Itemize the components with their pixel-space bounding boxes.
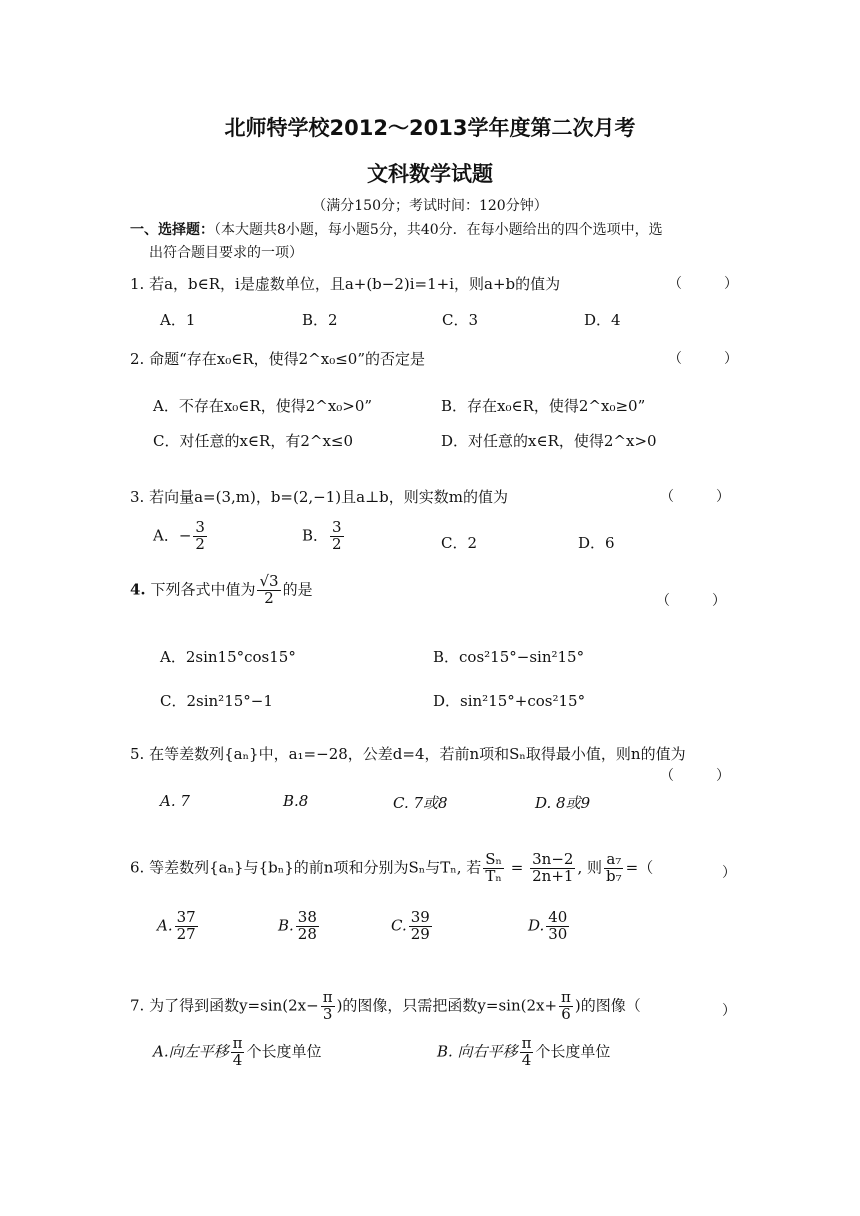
q7-option-b: B. 向右平移 $\frac{\pi}{4}$ 个长度单位 bbox=[437, 1034, 611, 1069]
fraction: $\frac{39}{29}$ bbox=[410, 908, 430, 943]
answer-paren-close: ） bbox=[722, 865, 736, 881]
fraction: $\frac{3}{2}$ bbox=[195, 518, 205, 553]
q4-option-b: B．cos²15°−sin²15° bbox=[433, 648, 585, 666]
question-3-stem: 3. 若向量a=(3,m)，b=(2,−1)且a⊥b，则实数m的值为 bbox=[130, 488, 509, 506]
section-heading bbox=[130, 219, 663, 239]
q6-option-c: C. $\frac{39}{29}$ bbox=[391, 908, 430, 943]
fraction: $\frac{\pi}{3}$ bbox=[322, 988, 333, 1023]
page-subtitle: 文科数学试题 bbox=[367, 162, 493, 186]
fraction: $\frac{40}{30}$ bbox=[548, 908, 568, 943]
fraction: $\frac{\text{a₇}}{\text{b₇}}$ bbox=[606, 850, 622, 885]
fraction: $\frac{\pi}{4}$ bbox=[521, 1034, 532, 1069]
q3-option-b: B． $\frac{3}{2}$ bbox=[302, 518, 342, 553]
question-1-stem: 1. 若a，b∈R，i是虚数单位，且a+(b−2)i=1+i，则a+b的值为 bbox=[130, 275, 561, 293]
q4-option-a: A．2sin15°cos15° bbox=[160, 648, 296, 666]
q7-option-a: A.向左平移 $\frac{\pi}{4}$ 个长度单位 bbox=[153, 1034, 322, 1069]
answer-paren: （ ） bbox=[660, 768, 730, 784]
answer-paren: （ ） bbox=[668, 351, 738, 367]
q2-option-b: B．存在x₀∈R，使得2^x₀≥0” bbox=[441, 397, 646, 415]
fraction: $\frac{3}{2}$ bbox=[332, 518, 342, 553]
q2-option-a: A．不存在x₀∈R，使得2^x₀>0” bbox=[153, 397, 373, 415]
q3-option-d: D．6 bbox=[578, 534, 615, 552]
fraction: $\frac{\pi}{4}$ bbox=[232, 1034, 243, 1069]
q4-option-d: D．sin²15°+cos²15° bbox=[433, 692, 586, 710]
q5-option-b: B.8 bbox=[283, 792, 309, 810]
q1-option-d: D．4 bbox=[584, 311, 621, 329]
fraction: $\frac{\text{Sₙ}}{\text{Tₙ}}$ bbox=[485, 850, 503, 885]
q3-option-c: C．2 bbox=[441, 534, 478, 552]
question-7-stem: 7. 为了得到函数y=sin(2x− $\frac{\pi}{3}$ )的图像，只需把函数y=sin(2x+ $\frac{\pi}{6}$ )的图像（ bbox=[130, 988, 641, 1023]
q1-option-b: B．2 bbox=[302, 311, 338, 329]
question-4-stem: 4. 下列各式中值为 $\frac{√3}{2}$ 的是 bbox=[130, 572, 313, 607]
question-6-stem: 6. 等差数列{aₙ}与{bₙ}的前n项和分别为Sₙ与Tₙ, 若 $\frac{\text{Sₙ}}{\text{Tₙ}}$ = $\frac{3n-2}{2n+1}$ , 则 $\frac{\text{a₇}}{\text{b₇}}$ =（ bbox=[130, 850, 654, 885]
answer-paren: （ ） bbox=[660, 489, 730, 505]
q6-option-a: A. $\frac{37}{27}$ bbox=[157, 908, 196, 943]
q5-option-d: D. 8或9 bbox=[535, 794, 591, 812]
q1-option-c: C．3 bbox=[442, 311, 479, 329]
section-title: 一、选择题： bbox=[130, 222, 214, 238]
section-note-2: 出符合题目要求的一项） bbox=[149, 245, 303, 261]
section-note-1: （本大题共8小题，每小题5分，共40分．在每小题给出的四个选项中，选 bbox=[214, 222, 663, 238]
answer-paren-close: ） bbox=[722, 1003, 736, 1019]
q4-option-c: C．2sin²15°−1 bbox=[160, 692, 273, 710]
q2-option-c: C．对任意的x∈R，有2^x≤0 bbox=[153, 432, 354, 450]
page-title: 北师特学校2012～2013学年度第二次月考 bbox=[224, 116, 636, 140]
exam-info: （满分150分；考试时间：120分钟） bbox=[312, 198, 548, 214]
fraction: $\frac{37}{27}$ bbox=[176, 908, 196, 943]
fraction: $\frac{3n-2}{2n+1}$ bbox=[532, 850, 574, 885]
fraction: $\frac{√3}{2}$ bbox=[259, 572, 279, 607]
q6-option-d: D. $\frac{40}{30}$ bbox=[528, 908, 568, 943]
q5-option-a: A. 7 bbox=[160, 792, 190, 810]
q5-option-c: C. 7或8 bbox=[393, 794, 448, 812]
fraction: $\frac{38}{28}$ bbox=[297, 908, 317, 943]
q6-option-b: B. $\frac{38}{28}$ bbox=[278, 908, 317, 943]
answer-paren: （ ） bbox=[668, 276, 738, 292]
q2-option-d: D．对任意的x∈R，使得2^x>0 bbox=[441, 432, 657, 450]
answer-paren: （ ） bbox=[656, 593, 726, 609]
q3-option-a: A．− $\frac{3}{2}$ bbox=[153, 518, 205, 553]
question-2-stem: 2. 命题“存在x₀∈R，使得2^x₀≤0”的否定是 bbox=[130, 350, 425, 368]
question-5-stem: 5. 在等差数列{aₙ}中，a₁=−28，公差d=4，若前n项和Sₙ取得最小值，则n的值为 bbox=[130, 745, 686, 763]
fraction: $\frac{\pi}{6}$ bbox=[561, 988, 571, 1023]
q1-option-a: A．1 bbox=[160, 311, 196, 329]
